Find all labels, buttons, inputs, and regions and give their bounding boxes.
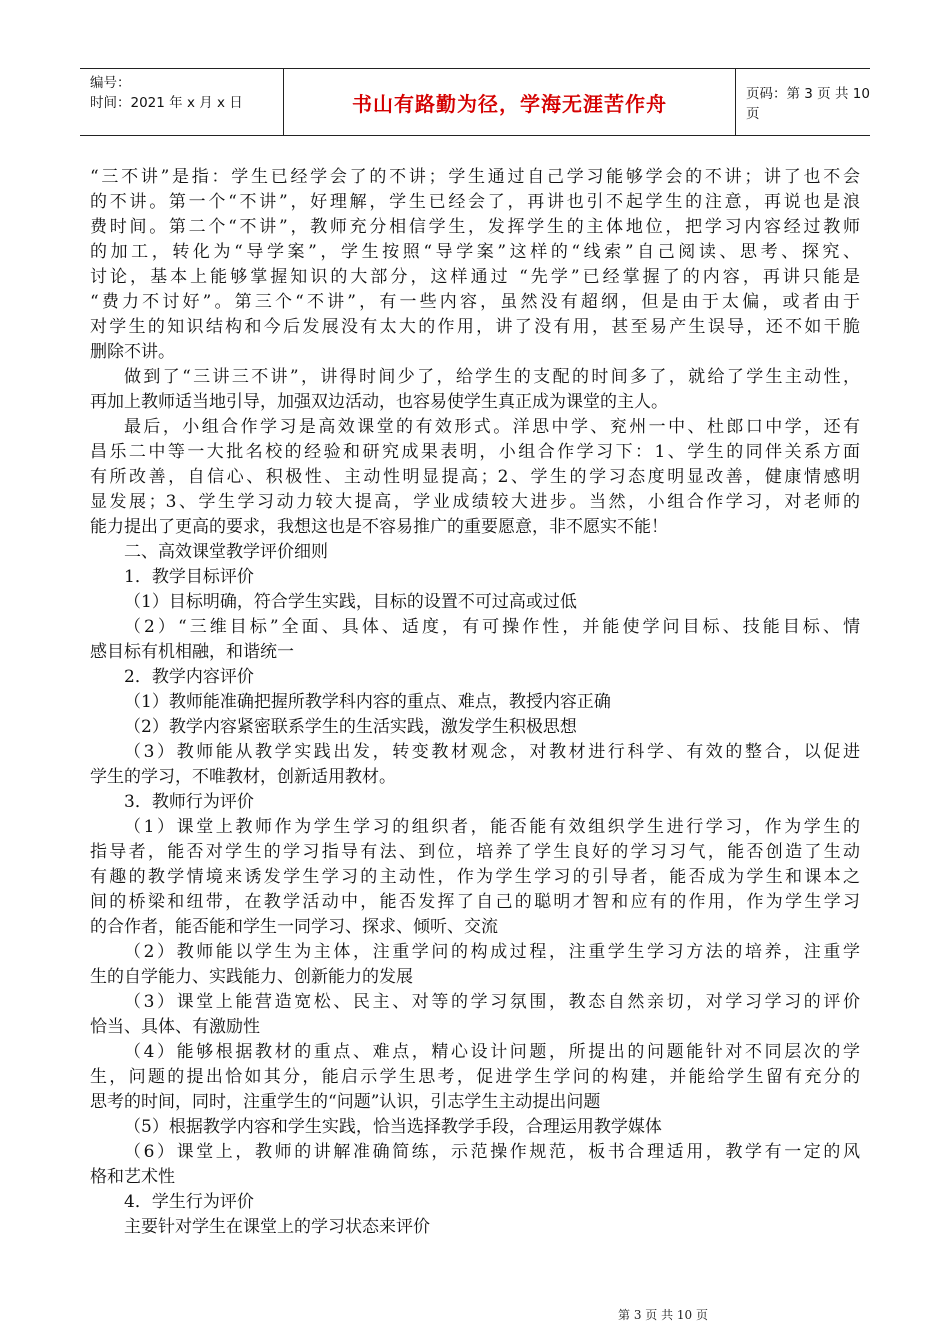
text-line: 指导者，能否对学生的学习指导有法、到位，培养了学生良好的学习习气，能否创造了生动 — [90, 842, 860, 862]
text-line: 间的桥梁和纽带，在教学活动中，能否发挥了自己的聪明才智和应有的作用，作为学生学习 — [90, 892, 860, 912]
text-line: 生，问题的提出恰如其分，能启示学生思考，促进学生学问的构建，并能给学生留有充分的 — [90, 1067, 860, 1087]
text-line: （1）课堂上教师作为学生学习的组织者，能否能有效组织学生进行学习，作为学生的 — [124, 817, 860, 837]
text-line: 主要针对学生在课堂上的学习状态来评价 — [124, 1217, 430, 1237]
page-footer: 第 3 页 共 10 页 — [618, 1308, 708, 1322]
text-line: （3）课堂上能营造宽松、民主、对等的学习氛围，教态自然亲切，对学习学习的评价 — [124, 992, 860, 1012]
header-motto-cell — [284, 69, 736, 135]
text-line: 思考的时间，同时，注重学生的“问题”认识，引志学生主动提出问题 — [90, 1092, 601, 1112]
text-line: 显发展；3、学生学习动力较大提高，学业成绩较大进步。当然，小组合作学习，对老师的 — [90, 492, 860, 512]
document-body — [90, 165, 860, 1240]
text-line: 4．学生行为评价 — [124, 1192, 254, 1212]
header-page-info: 页码：第 3 页 共 10 页 — [746, 86, 870, 122]
text-line: 讨论，基本上能够掌握知识的大部分，这样通过 “先学”已经掌握了的内容，再讲只能是 — [90, 267, 860, 287]
text-line: 删除不讲。 — [90, 342, 175, 362]
text-line: 2．教学内容评价 — [124, 667, 254, 687]
text-line: 3．教师行为评价 — [124, 792, 254, 812]
text-line: 恰当、具体、有激励性 — [90, 1017, 260, 1037]
text-line: 最后，小组合作学习是高效课堂的有效形式。洋思中学、兖州一中、杜郎口中学，还有 — [124, 417, 860, 437]
page-header — [80, 68, 870, 136]
text-line: 做到了“三讲三不讲”，讲得时间少了，给学生的支配的时间多了，就给了学生主动性， — [124, 367, 860, 387]
text-line: （6）课堂上，教师的讲解准确简练，示范操作规范，板书合理适用，教学有一定的风 — [124, 1142, 860, 1162]
text-line: （2）教学内容紧密联系学生的生活实践，激发学生积极思想 — [124, 717, 577, 737]
text-line: 学生的学习，不唯教材，创新适用教材。 — [90, 767, 396, 787]
text-line: 能力提出了更高的要求，我想这也是不容易推广的重要愿意，非不愿实不能！ — [90, 517, 668, 537]
text-line: 有趣的教学情境来诱发学生学习的主动性，作为学生学习的引导者，能否成为学生和课本之 — [90, 867, 860, 887]
text-line: “费力不讨好”。第三个“不讲”，有一些内容，虽然没有超纲，但是由于太偏，或者由于 — [90, 292, 860, 312]
text-line: 的加工，转化为“导学案”，学生按照“导学案”这样的“线索”自己阅读、思考、探究、 — [90, 242, 860, 262]
text-line: （1）目标明确，符合学生实践，目标的设置不可过高或过低 — [124, 592, 577, 612]
text-line: （2）“三维目标”全面、具体、适度，有可操作性，并能使学问目标、技能目标、情 — [124, 617, 860, 637]
text-line: （1）教师能准确把握所教学科内容的重点、难点，教授内容正确 — [124, 692, 611, 712]
header-meta — [80, 69, 284, 135]
text-line: “三不讲”是指：学生已经学会了的不讲；学生通过自己学习能够学会的不讲；讲了也不会 — [90, 167, 860, 187]
text-line: 1．教学目标评价 — [124, 567, 254, 587]
text-line: （5）根据教学内容和学生实践，恰当选择教学手段，合理运用教学媒体 — [124, 1117, 662, 1137]
text-line: （3）教师能从教学实践出发，转变教材观念，对教材进行科学、有效的整合，以促进 — [124, 742, 860, 762]
text-line: 有所改善，自信心、积极性、主动性明显提高；2、学生的学习态度明显改善，健康情感明 — [90, 467, 860, 487]
text-line: 的合作者，能否能和学生一同学习、探求、倾听、交流 — [90, 917, 498, 937]
text-line: 对学生的知识结构和今后发展没有太大的作用，讲了没有用，甚至易产生误导，还不如干脆 — [90, 317, 860, 337]
text-line: 生的自学能力、实践能力、创新能力的发展 — [90, 967, 413, 987]
header-motto: 书山有路勤为径，学海无涯苦作舟 — [352, 91, 667, 116]
text-line: （4）能够根据教材的重点、难点，精心设计问题，所提出的问题能针对不同层次的学 — [124, 1042, 860, 1062]
document-time: 时间：2021 年 x 月 x 日 — [90, 95, 243, 111]
text-line: 再加上教师适当地引导，加强双边活动，也容易使学生真正成为课堂的主人。 — [90, 392, 668, 412]
text-line: 费时间。第二个“不讲”，教师充分相信学生，发挥学生的主体地位，把学习内容经过教师 — [90, 217, 860, 237]
text-line: 的不讲。第一个“不讲”，好理解，学生已经会了，再讲也引不起学生的注意，再说也是浪 — [90, 192, 860, 212]
text-line: 格和艺术性 — [90, 1167, 175, 1187]
text-line: 感目标有机相融，和谐统一 — [90, 642, 294, 662]
document-number: 编号： — [90, 75, 131, 91]
text-line: （2）教师能以学生为主体，注重学问的构成过程，注重学生学习方法的培养，注重学 — [124, 942, 860, 962]
text-line: 二、高效课堂教学评价细则 — [124, 542, 328, 562]
text-line: 昌乐二中等一大批名校的经验和研究成果表明，小组合作学习下：1、学生的同伴关系方面 — [90, 442, 860, 462]
header-page-info-cell — [736, 69, 870, 135]
